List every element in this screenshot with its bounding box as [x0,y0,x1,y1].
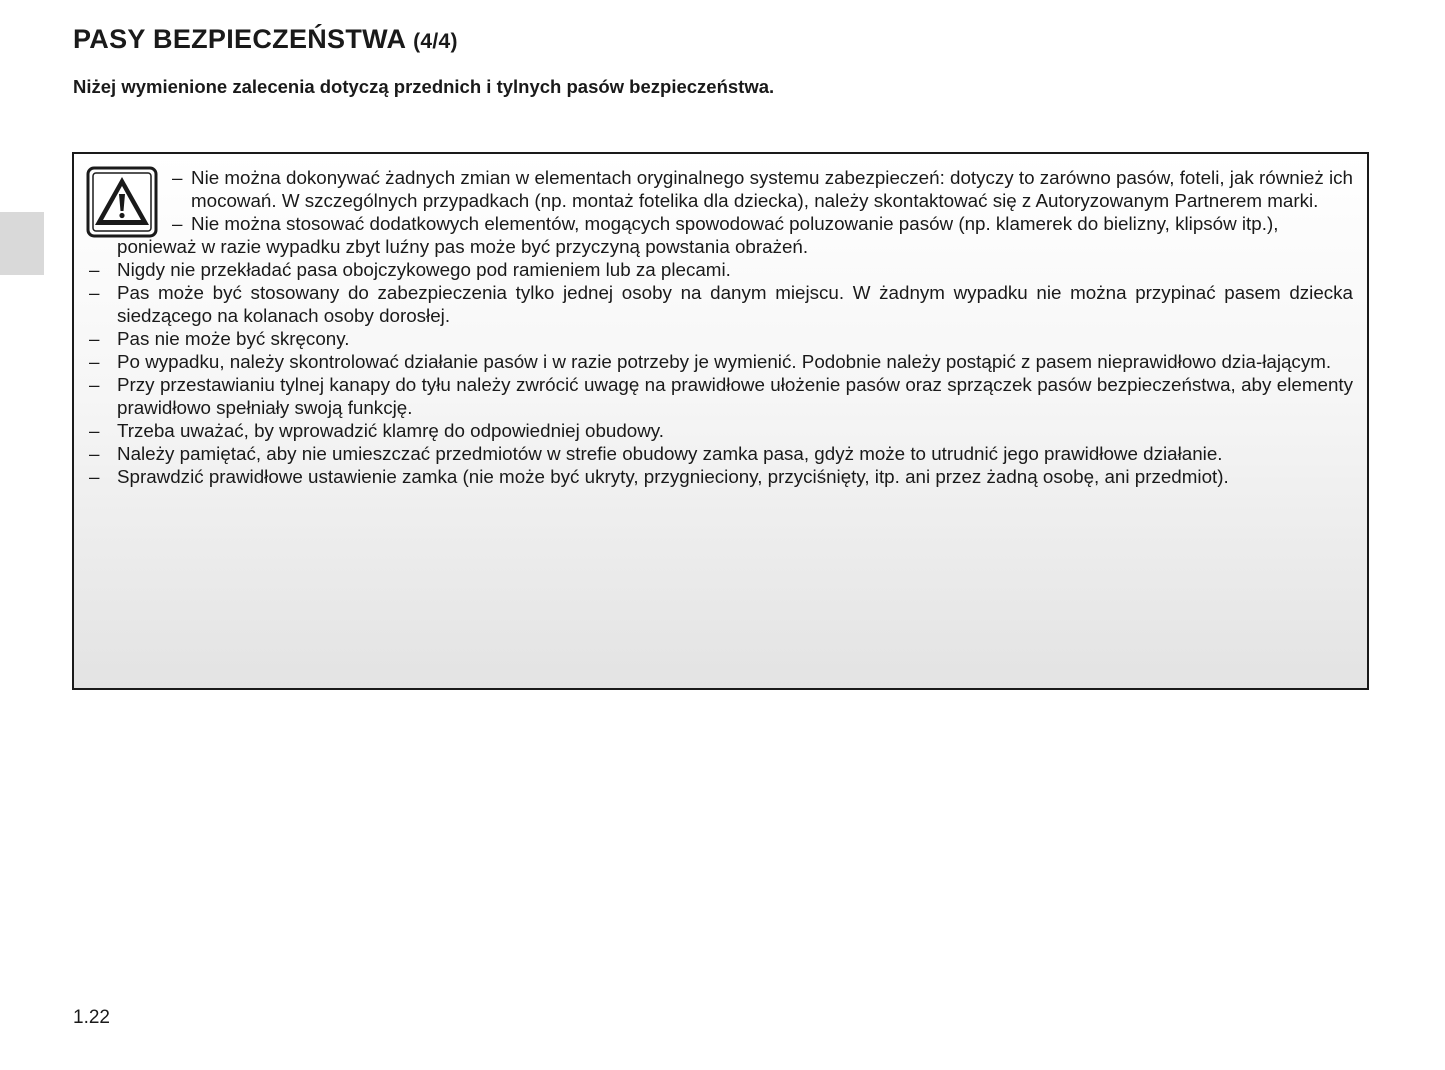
dash: – [89,351,100,372]
page-title [73,24,458,55]
dash: – [172,213,183,234]
warning-text [74,166,1353,488]
title-suffix: (4/4) [413,30,458,53]
dash: – [89,420,100,441]
dash: – [89,466,100,487]
warning-item: – Należy pamiętać, aby nie umieszczać przedmiotów w strefie obudowy zamka pasa, gdyż może to utrudnić jego prawidłowe działanie. [89,443,1223,464]
warning-item: – Sprawdzić prawidłowe ustawienie zamka (nie może być ukryty, przygnieciony, przyciśnięty, itp. ani przez żadną osobę, ani przedmiot). [89,466,1229,487]
dash: – [89,259,100,280]
dash: – [89,443,100,464]
warning-item: – Nigdy nie przekładać pasa obojczykowego pod ramieniem lub za plecami. [89,259,731,280]
warning-box [72,152,1369,690]
warning-item: – Nie można stosować dodatkowych elementów, mogących spowodować poluzowanie pasów (np. klamerek do bielizny, klipsów itp.), [172,213,1279,234]
warning-item: – Pas może być stosowany do zabezpieczenia tylko jednej osoby na danym miejscu. W żadnym wypadku nie można przypinać pasem dziecka siedzącego na kolanach osoby dorosłej. [89,282,1353,326]
intro-text: Niżej wymienione zalecenia dotyczą przednich i tylnych pasów bezpieczeństwa. [73,76,775,97]
page-number: 1.22 [73,1007,110,1028]
dash: – [89,282,100,303]
dash: – [89,328,100,349]
title-text: PASY BEZPIECZEŃSTWA [73,24,406,54]
dash: – [89,374,100,395]
warning-item: – Nie można dokonywać żadnych zmian w elementach oryginalnego systemu zabezpieczeń: dotyczy to zarówno pasów, foteli, jak również ich mocowań. W szczególnych przypadkach (np. montaż fotelika dla dziecka), należy skontaktować się z Autoryzowanym Partnerem marki. [172,167,1353,211]
warning-item: – Trzeba uważać, by wprowadzić klamrę do odpowiedniej obudowy. [89,420,665,441]
warning-item: – Pas nie może być skręcony. [89,328,350,349]
dash: – [172,167,183,188]
warning-item-continuation: ponieważ w razie wypadku zbyt luźny pas może być przyczyną powstania obrażeń. [117,236,809,257]
warning-item: – Po wypadku, należy skontrolować działanie pasów i w razie potrzeby je wymienić. Podobnie należy postąpić z pasem nieprawidłowo dzia-łającym. [89,351,1332,372]
chapter-tab [0,212,44,275]
warning-item: – Przy przestawianiu tylnej kanapy do tyłu należy zwrócić uwagę na prawidłowe ułożenie pasów oraz sprzączek pasów bezpieczeństwa, aby elementy prawidłowo spełniały swoją funkcję. [89,374,1353,418]
